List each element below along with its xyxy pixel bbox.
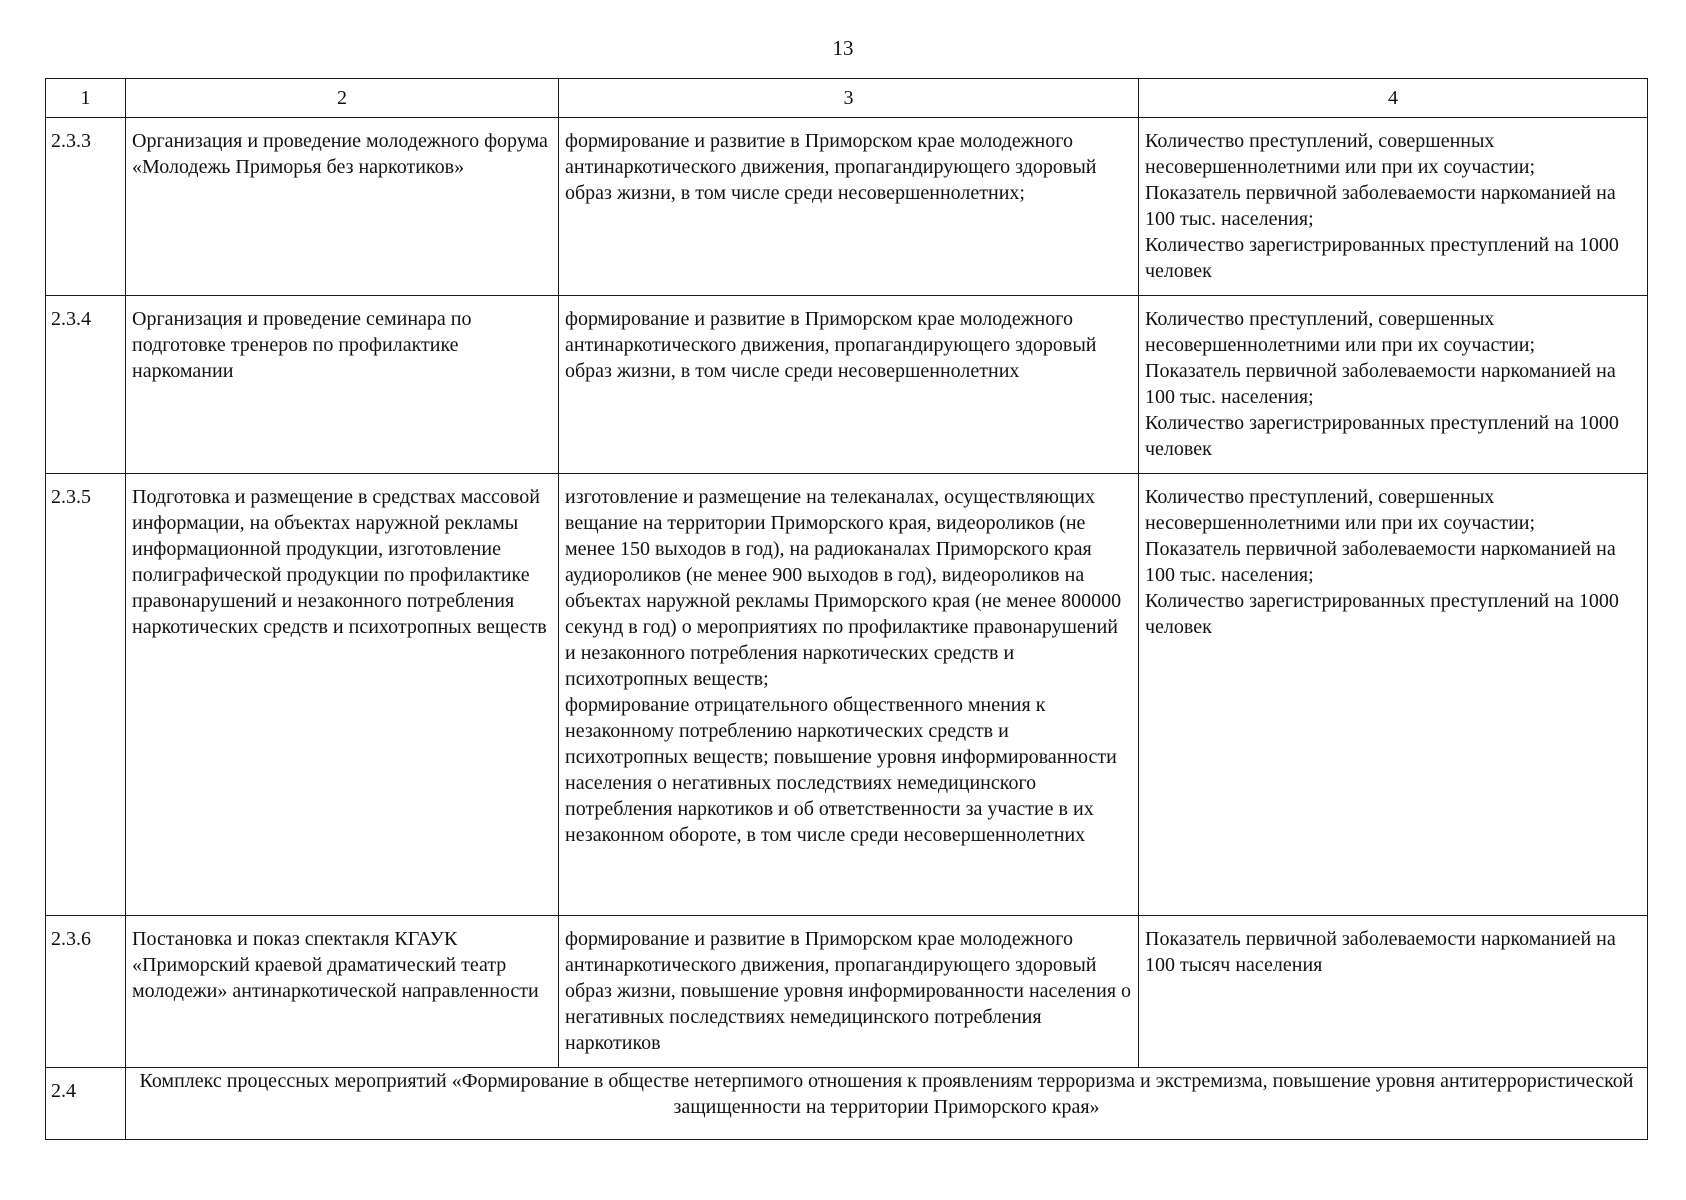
indicators-cell: Количество преступлений, совершенных несовершеннолетними или при их соучастии; Показатель первичной заболеваемости наркоманией на 100 тыс. населения; Количество зарегистрированных преступлений на 1000 человек <box>1139 118 1648 296</box>
indicators-cell: Показатель первичной заболеваемости наркоманией на 100 тысяч населения <box>1139 916 1648 1068</box>
table-row <box>46 118 1648 296</box>
header-cell-2: 2 <box>126 79 559 118</box>
indicators-cell: Количество преступлений, совершенных несовершеннолетними или при их соучастии; Показатель первичной заболеваемости наркоманией на 100 тыс. населения; Количество зарегистрированных преступлений на 1000 человек <box>1139 296 1648 474</box>
row-number: 2.3.3 <box>46 118 126 296</box>
table-row <box>46 296 1648 474</box>
header-cell-1: 1 <box>46 79 126 118</box>
measure-cell: Подготовка и размещение в средствах массовой информации, на объектах наружной рекламы информационной продукции, изготовление полиграфической продукции по профилактике правонарушений и незаконного потребления наркотических средств и психотропных веществ <box>126 474 559 916</box>
table-header-row <box>46 79 1648 118</box>
header-cell-4: 4 <box>1139 79 1648 118</box>
page-number: 13 <box>832 36 854 60</box>
measures-table <box>45 78 1648 1140</box>
row-number: 2.3.4 <box>46 296 126 474</box>
section-title: Комплекс процессных мероприятий «Формирование в обществе нетерпимого отношения к проявлениям терроризма и экстремизма, повышение уровня антитеррористической защищенности на территории Приморского края» <box>126 1068 1648 1140</box>
result-cell: изготовление и размещение на телеканалах, осуществляющих вещание на территории Приморского края, видеороликов (не менее 150 выходов в год), на радиоканалах Приморского края аудиороликов (не менее 900 выходов в год), видеороликов на объектах наружной рекламы Приморского края (не менее 800000 секунд в год) о мероприятиях по профилактике правонарушений и незаконного потребления наркотических средств и психотропных веществ; формирование отрицательного общественного мнения к незаконному потреблению наркотических средств и психотропных веществ; повышение уровня информированности населения о негативных последствиях немедицинского потребления наркотиков и об ответственности за участие в их незаконном обороте, в том числе среди несовершеннолетних <box>559 474 1139 916</box>
indicators-cell: Количество преступлений, совершенных несовершеннолетними или при их соучастии; Показатель первичной заболеваемости наркоманией на 100 тыс. населения; Количество зарегистрированных преступлений на 1000 человек <box>1139 474 1648 916</box>
table-row <box>46 916 1648 1068</box>
row-number: 2.3.6 <box>46 916 126 1068</box>
measure-cell: Организация и проведение молодежного форума «Молодежь Приморья без наркотиков» <box>126 118 559 296</box>
section-row <box>46 1068 1648 1140</box>
result-cell: формирование и развитие в Приморском крае молодежного антинаркотического движения, пропагандирующего здоровый образ жизни, в том числе среди несовершеннолетних; <box>559 118 1139 296</box>
row-number: 2.3.5 <box>46 474 126 916</box>
table-row <box>46 474 1648 916</box>
section-number: 2.4 <box>46 1068 126 1140</box>
result-cell: формирование и развитие в Приморском крае молодежного антинаркотического движения, пропагандирующего здоровый образ жизни, в том числе среди несовершеннолетних <box>559 296 1139 474</box>
measure-cell: Постановка и показ спектакля КГАУК «Приморский краевой драматический театр молодежи» антинаркотической направленности <box>126 916 559 1068</box>
measure-cell: Организация и проведение семинара по подготовке тренеров по профилактике наркомании <box>126 296 559 474</box>
header-cell-3: 3 <box>559 79 1139 118</box>
result-cell: формирование и развитие в Приморском крае молодежного антинаркотического движения, пропагандирующего здоровый образ жизни, повышение уровня информированности населения о негативных последствиях немедицинского потребления наркотиков <box>559 916 1139 1068</box>
